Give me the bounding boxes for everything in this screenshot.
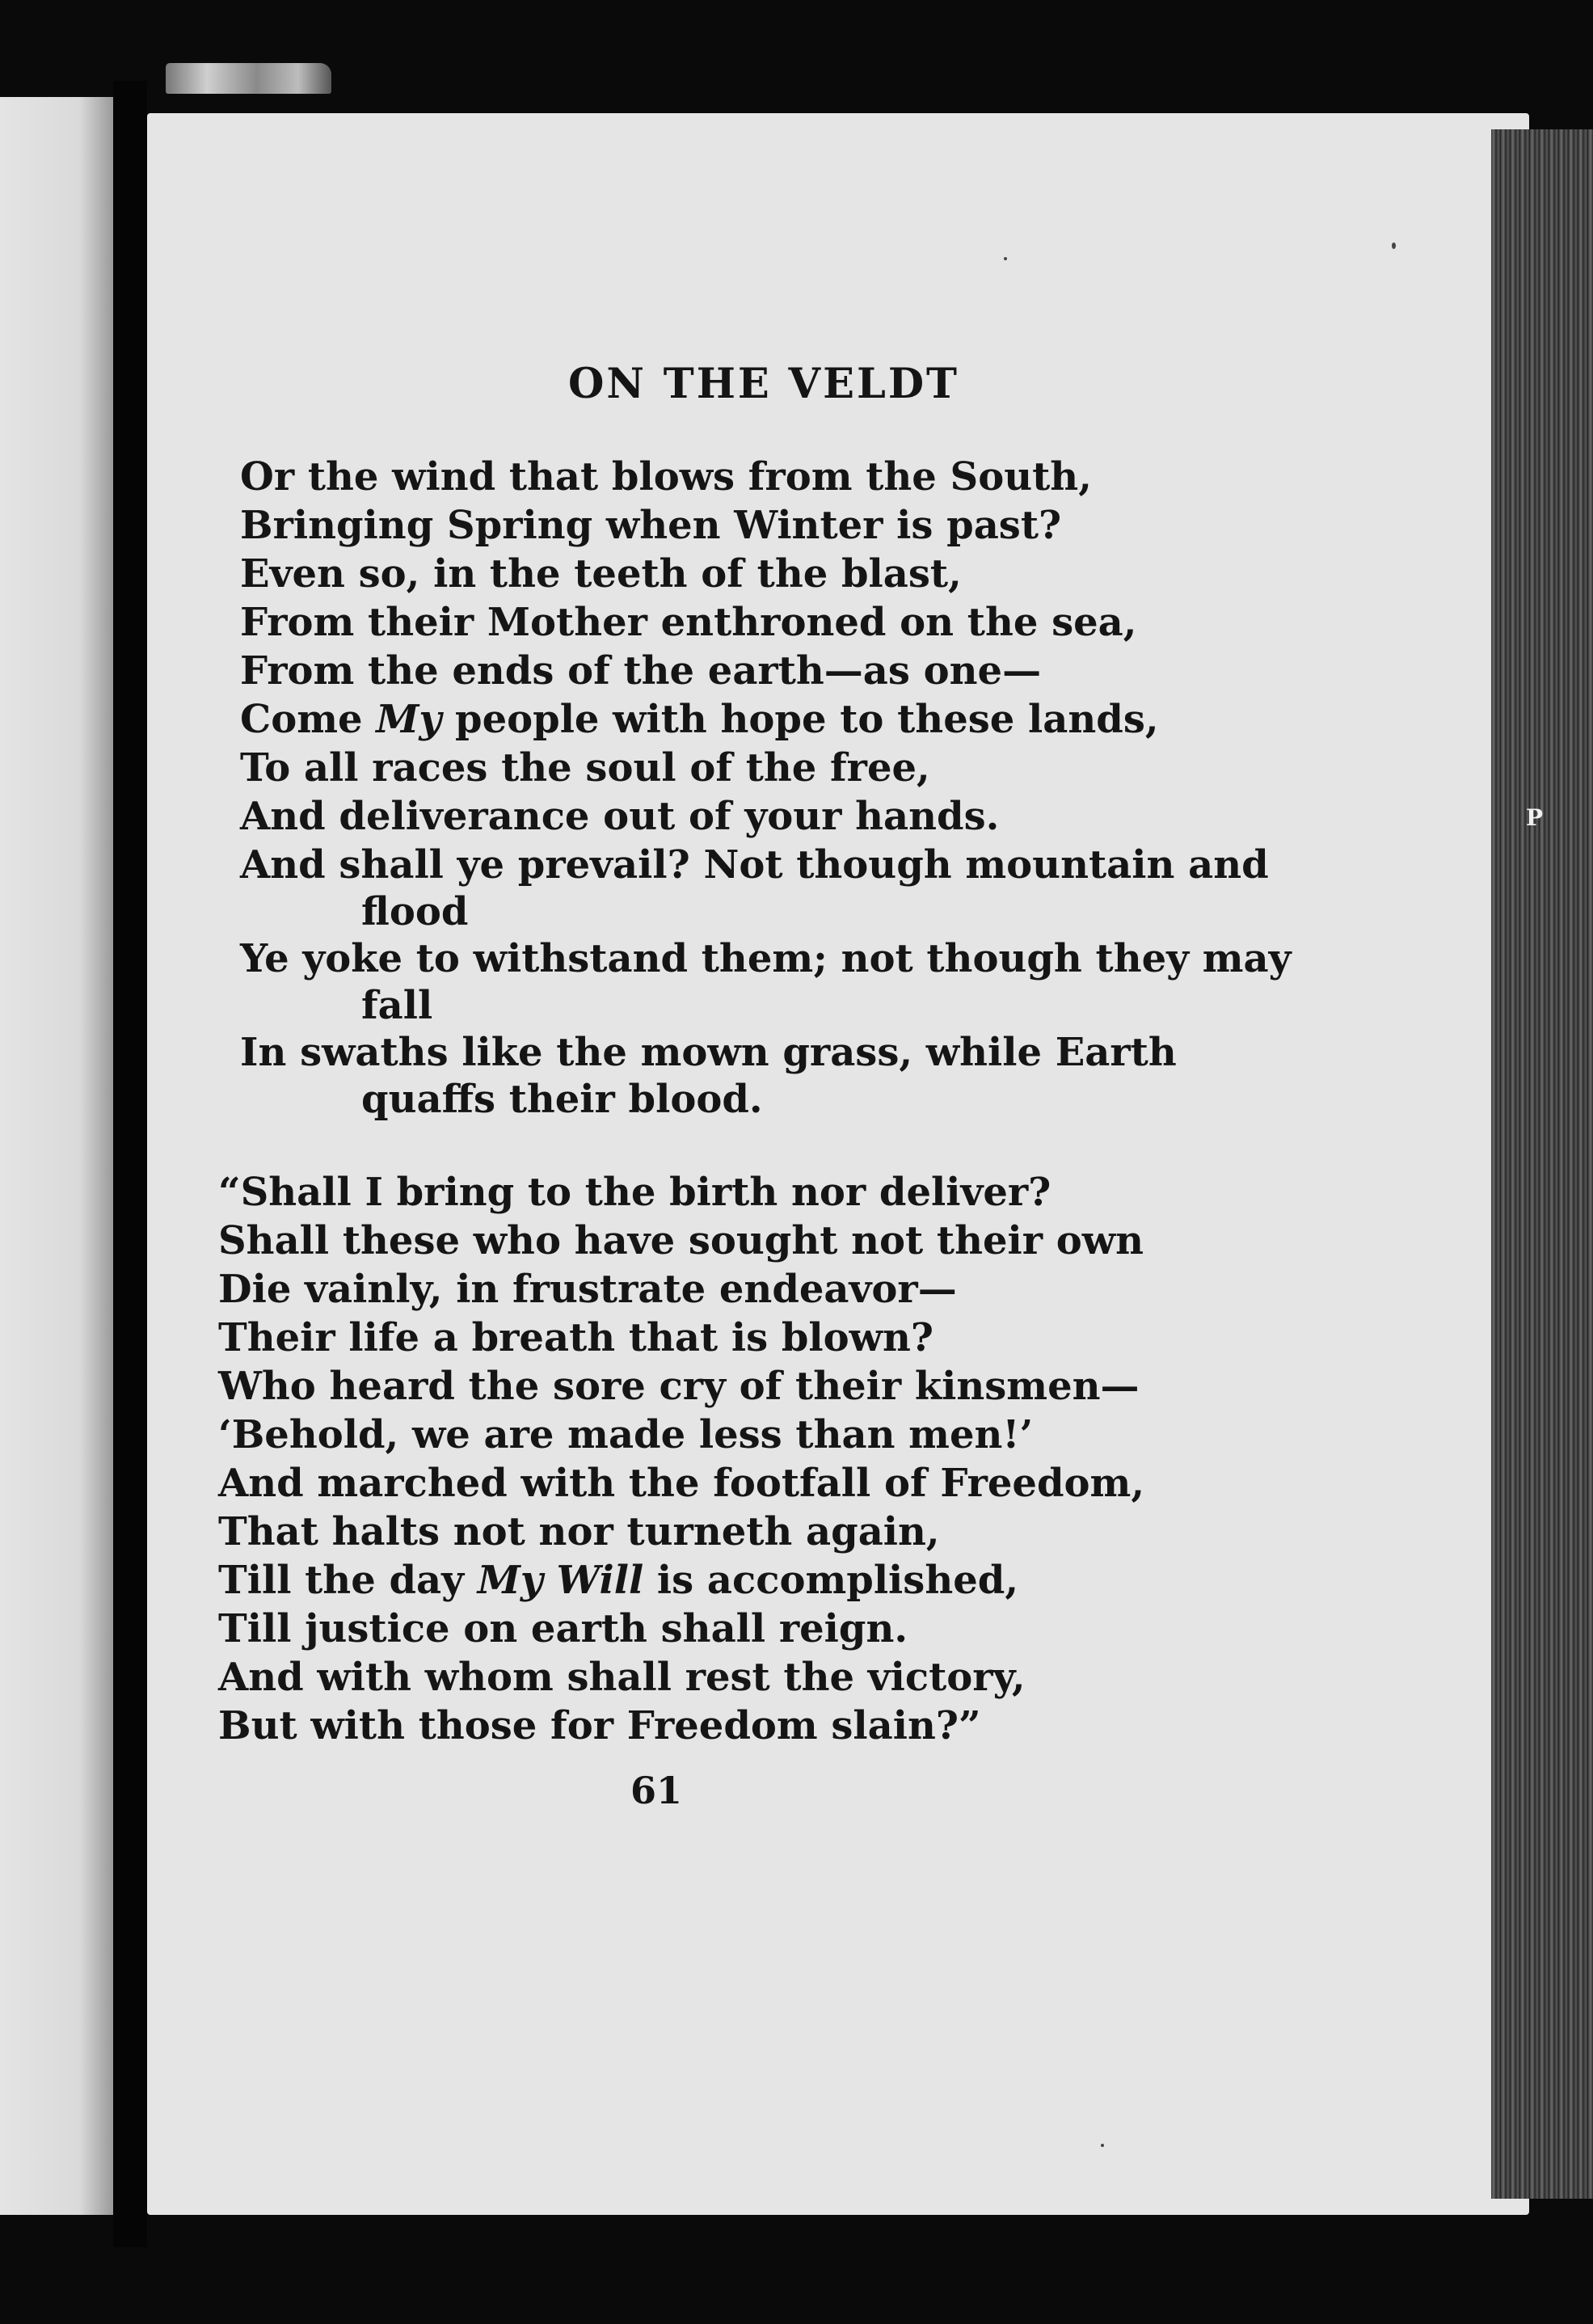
verse-line: Bringing Spring when Winter is past? bbox=[240, 503, 1062, 548]
verse-line: In swaths like the mown grass, while Earth bbox=[240, 1030, 1177, 1075]
paper-scrap bbox=[166, 63, 331, 94]
verse-text: Till the day bbox=[218, 1558, 478, 1603]
page-number: 61 bbox=[630, 1769, 683, 1812]
verse-text: is accomplished, bbox=[643, 1558, 1019, 1603]
verse-text: Come bbox=[240, 697, 377, 742]
verse-line bbox=[218, 1556, 1144, 1605]
verse-line: And with whom shall rest the victory, bbox=[218, 1655, 1026, 1700]
book-gutter bbox=[113, 81, 147, 2247]
verse-line: Their life a breath that is blown? bbox=[218, 1315, 934, 1360]
page-stack-edge bbox=[1491, 129, 1593, 2199]
speck bbox=[1004, 257, 1007, 260]
stanza-1 bbox=[240, 453, 1292, 1122]
verse-line: To all races the soul of the free, bbox=[240, 745, 930, 791]
verse-line: Die vainly, in frustrate endeavor— bbox=[218, 1267, 957, 1312]
verse-line: From the ends of the earth—as one— bbox=[240, 648, 1042, 694]
verse-line: Till justice on earth shall reign. bbox=[218, 1606, 908, 1651]
facing-page-edge bbox=[0, 97, 113, 2215]
verse-line: That halts not nor turneth again, bbox=[218, 1509, 940, 1554]
verse-line-continuation: flood bbox=[361, 889, 469, 934]
verse-line: ‘Behold, we are made less than men!’ bbox=[218, 1412, 1034, 1457]
verse-line bbox=[240, 695, 1292, 744]
verse-line: “Shall I bring to the birth nor deliver? bbox=[218, 1170, 1051, 1215]
italic-phrase: My Will bbox=[477, 1558, 644, 1603]
edge-mark: P bbox=[1526, 804, 1544, 831]
verse-line-continuation: fall bbox=[361, 983, 433, 1028]
verse-line: And shall ye prevail? Not though mountain and bbox=[240, 842, 1269, 888]
speck bbox=[1101, 2144, 1104, 2147]
verse-line: Who heard the sore cry of their kinsmen— bbox=[218, 1364, 1140, 1409]
book-page bbox=[147, 113, 1529, 2215]
verse-line: From their Mother enthroned on the sea, bbox=[240, 600, 1137, 645]
verse-line: Even so, in the teeth of the blast, bbox=[240, 551, 962, 597]
verse-line: Or the wind that blows from the South, bbox=[240, 454, 1092, 500]
stanza-2 bbox=[218, 1168, 1144, 1750]
verse-line-continuation: quaffs their blood. bbox=[361, 1077, 763, 1122]
verse-text: people with hope to these lands, bbox=[441, 697, 1159, 742]
verse-line: And marched with the footfall of Freedom, bbox=[218, 1461, 1145, 1506]
verse-line: And deliverance out of your hands. bbox=[240, 794, 1000, 839]
chapter-heading: ON THE VELDT bbox=[567, 360, 960, 408]
speck bbox=[1392, 243, 1396, 249]
verse-line: Ye yoke to withstand them; not though they may bbox=[240, 936, 1292, 981]
italic-word: My bbox=[376, 697, 442, 742]
verse-line: But with those for Freedom slain?” bbox=[218, 1703, 981, 1748]
verse-line: Shall these who have sought not their own bbox=[218, 1218, 1144, 1263]
